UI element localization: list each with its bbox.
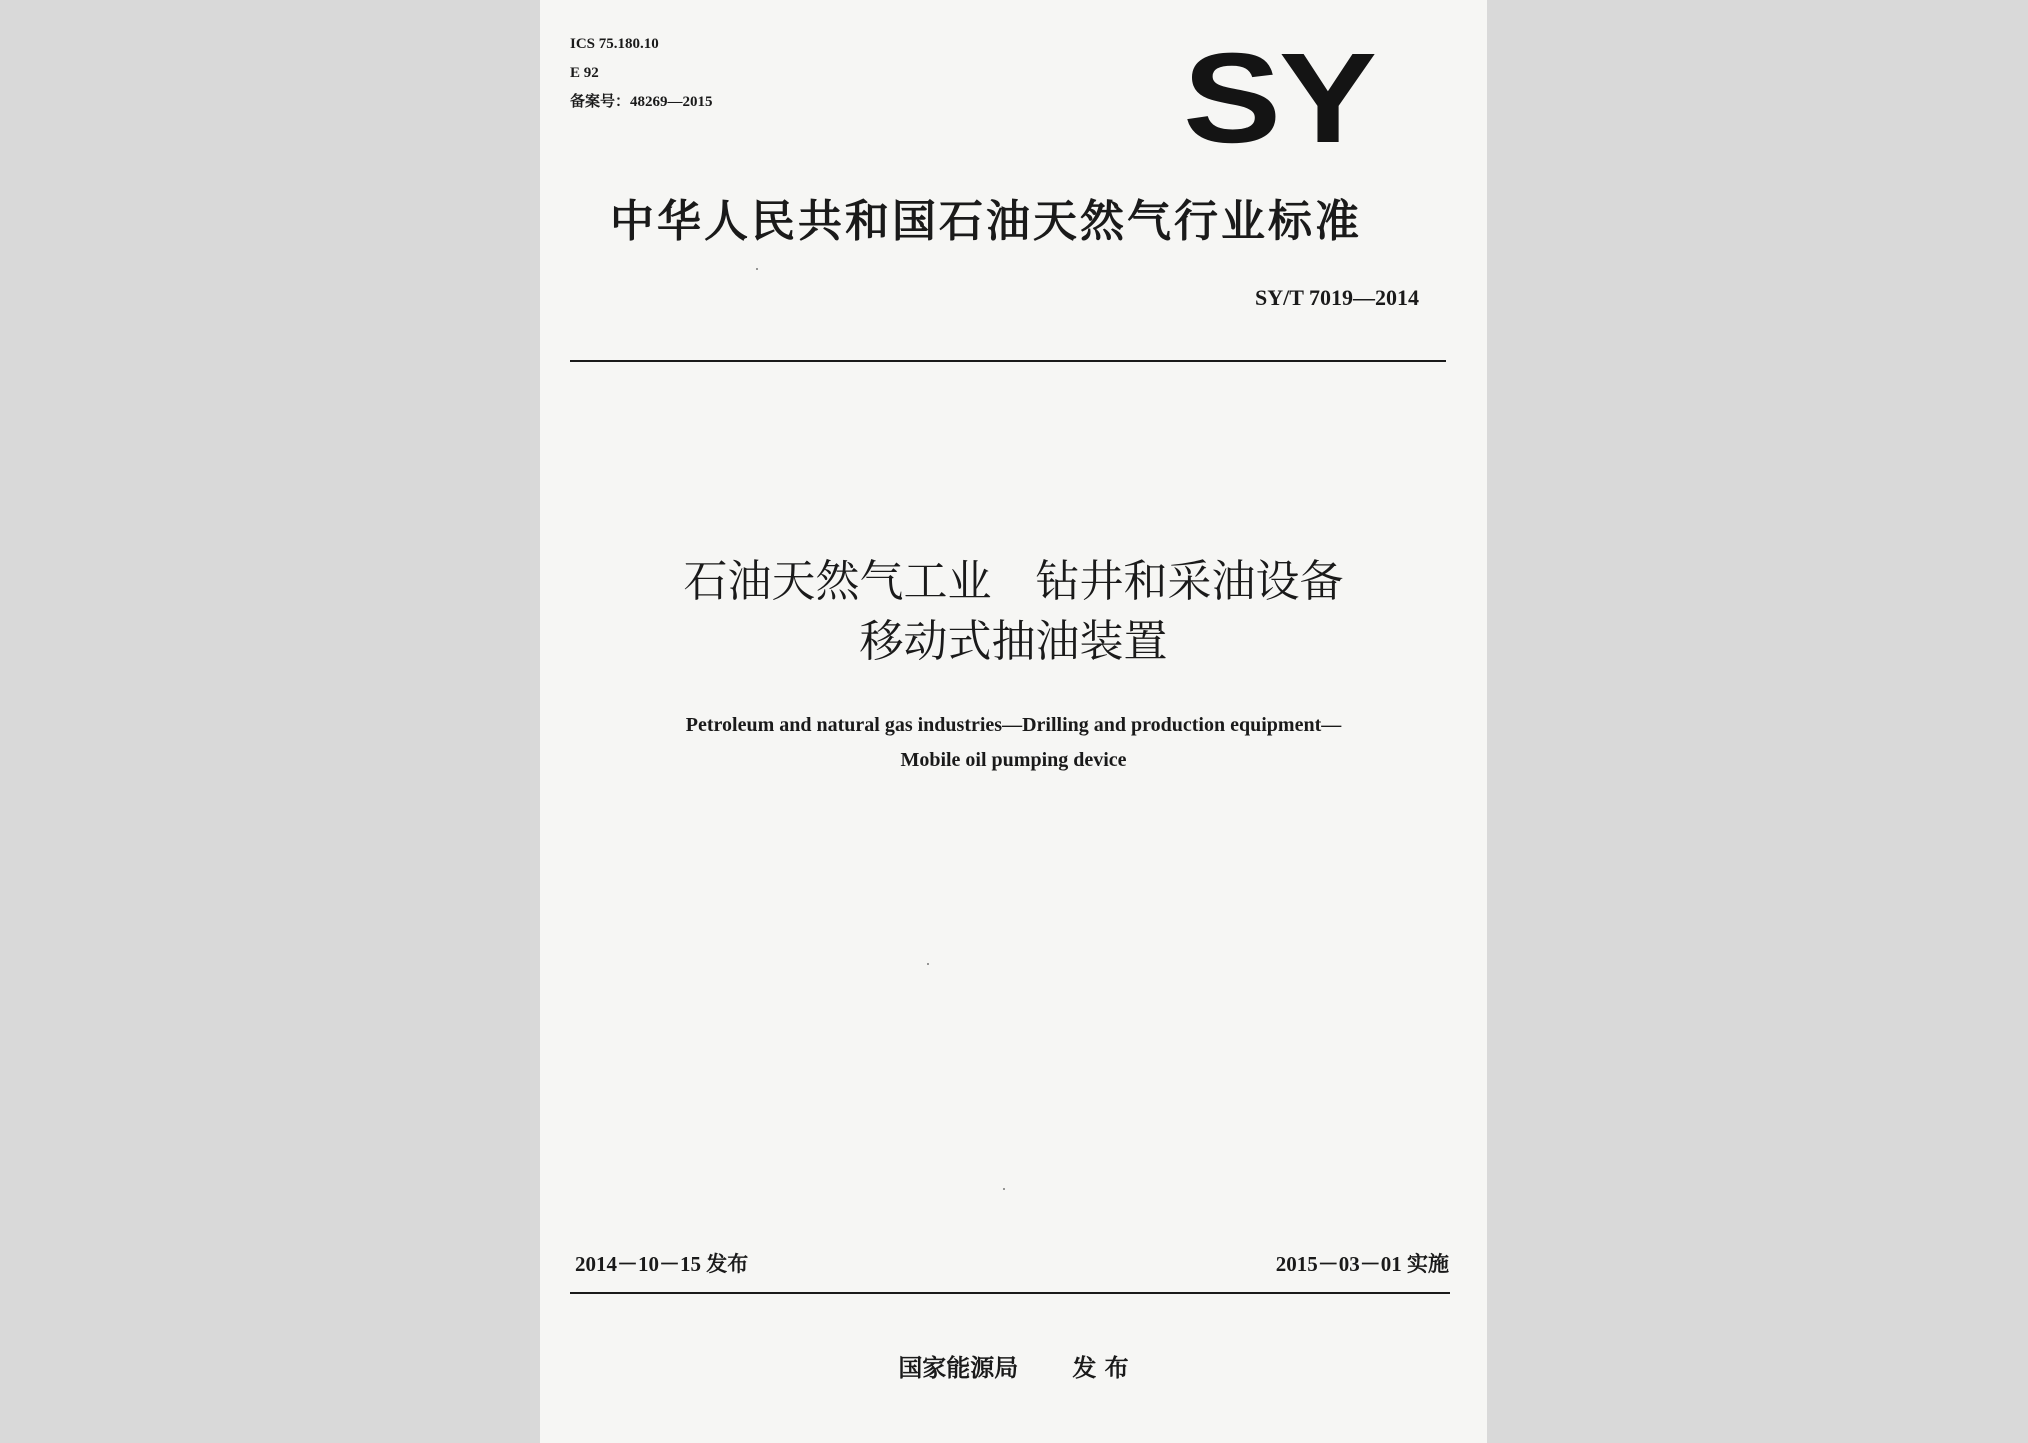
scan-speck: [1003, 1188, 1005, 1190]
publisher-action: 发 布: [1072, 1354, 1129, 1382]
issue-date: 2014－10－15 发布: [575, 1252, 749, 1276]
bottom-divider: [570, 1292, 1450, 1294]
document-page: [540, 0, 1487, 1443]
top-divider: [570, 360, 1446, 362]
chinese-title-line-2: 移动式抽油装置: [859, 616, 1168, 667]
chinese-title-part-b: 钻井和采油设备: [1035, 556, 1344, 607]
chinese-title: [540, 552, 1487, 672]
category-code: E 92: [570, 65, 599, 81]
standard-title: 中华人民共和国石油天然气行业标准: [610, 196, 1362, 247]
chinese-title-part-a: 石油天然气工业: [683, 556, 992, 607]
english-title-line-2: Mobile oil pumping device: [900, 749, 1127, 771]
scan-speck: [927, 963, 929, 965]
sy-logo: SY: [1183, 27, 1375, 170]
standard-code: SY/T 7019—2014: [1254, 285, 1419, 310]
implementation-date: 2015－03－01 实施: [1275, 1252, 1449, 1276]
publisher-line: [540, 1348, 1487, 1383]
english-title-line-1: Petroleum and natural gas industries—Drilling and production equipment—: [685, 714, 1342, 736]
english-title: [540, 708, 1487, 778]
classification-block: [570, 30, 713, 117]
publisher-name: 国家能源局: [898, 1354, 1019, 1382]
record-number: 备案号：48269—2015: [570, 94, 713, 110]
ics-code: ICS 75.180.10: [570, 36, 659, 52]
chinese-title-line-1: [540, 552, 1487, 612]
scan-speck: [756, 268, 758, 270]
